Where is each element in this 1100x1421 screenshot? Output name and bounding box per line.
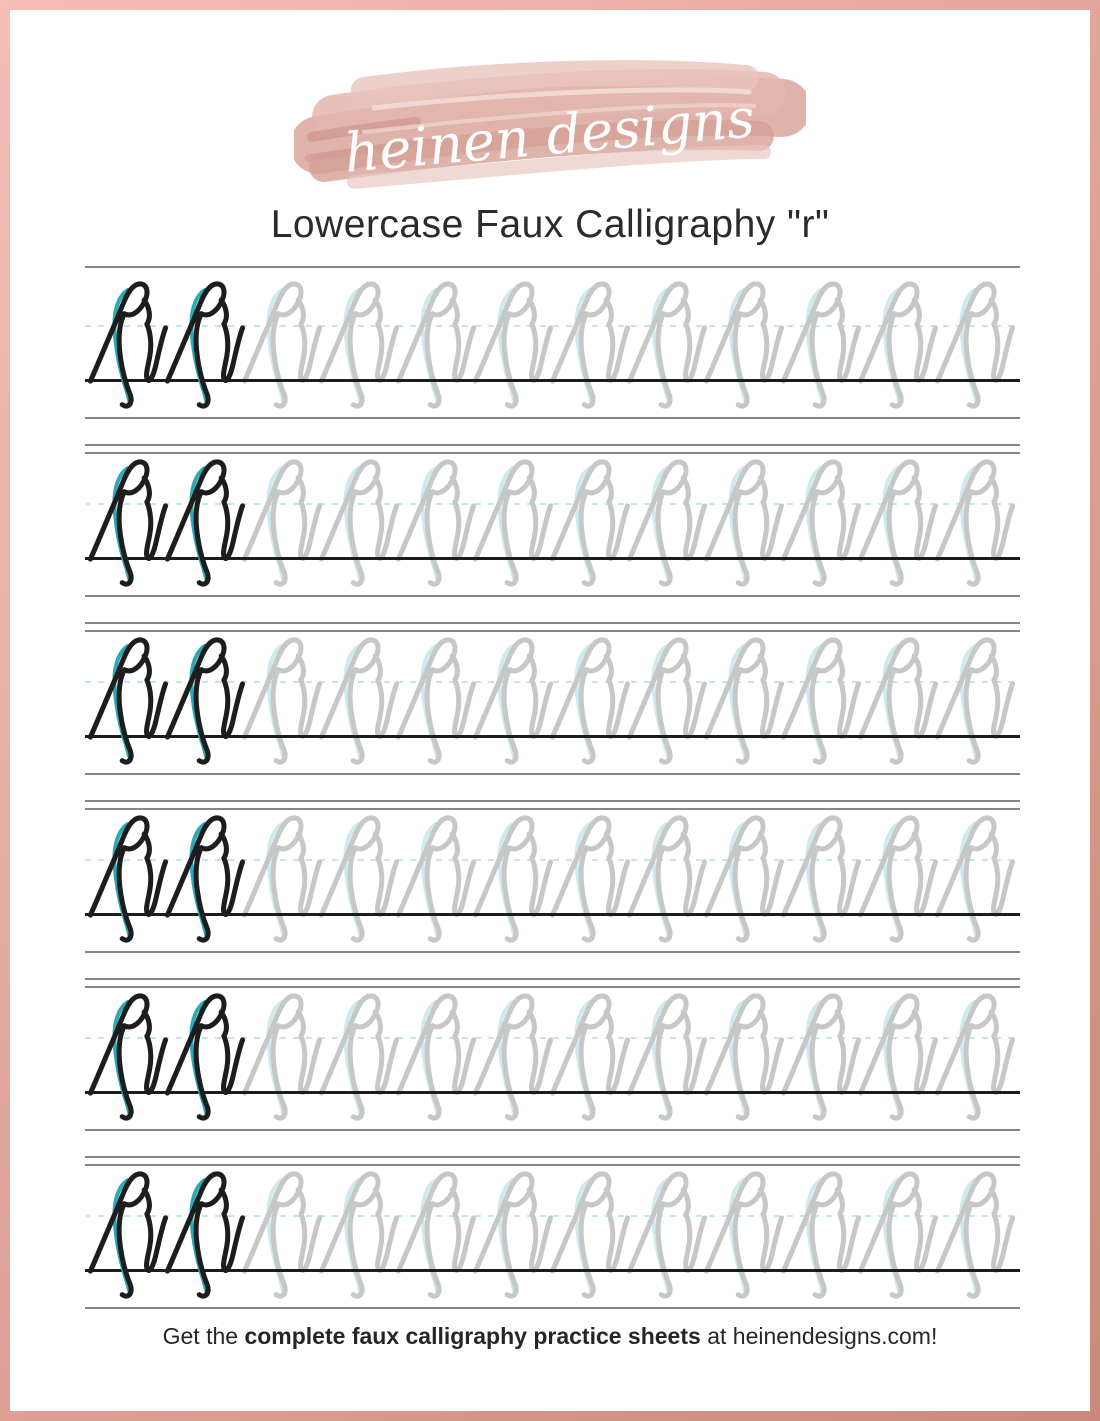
practice-row: [85, 266, 1020, 419]
practice-sheet: [85, 266, 1020, 1309]
trace-letter-r: [934, 1168, 1022, 1304]
trace-letter-r: [934, 990, 1022, 1126]
row-top-guide-line: [85, 444, 1020, 454]
trace-letter-r: [549, 278, 637, 414]
row-letters: [87, 456, 1011, 592]
example-letter-r: [87, 812, 175, 948]
row-letters: [87, 812, 1011, 948]
trace-letter-r: [626, 634, 714, 770]
practice-row: [85, 622, 1020, 775]
row-top-guide-line: [85, 622, 1020, 632]
trace-letter-r: [934, 278, 1022, 414]
trace-letter-r: [857, 1168, 945, 1304]
trace-letter-r: [857, 456, 945, 592]
trace-letter-r: [549, 812, 637, 948]
trace-letter-r: [780, 1168, 868, 1304]
row-letters: [87, 278, 1011, 414]
trace-letter-r: [626, 812, 714, 948]
example-letter-r: [87, 456, 175, 592]
trace-letter-r: [703, 1168, 791, 1304]
trace-letter-r: [318, 634, 406, 770]
row-top-guide-line: [85, 266, 1020, 268]
trace-letter-r: [626, 990, 714, 1126]
trace-letter-r: [241, 634, 329, 770]
row-bottom-guide-line: [85, 1129, 1020, 1131]
trace-letter-r: [395, 634, 483, 770]
trace-letter-r: [472, 812, 560, 948]
trace-letter-r: [857, 812, 945, 948]
page-title: Lowercase Faux Calligraphy "r": [270, 203, 830, 246]
trace-letter-r: [780, 456, 868, 592]
logo-text: heinen designs: [341, 86, 758, 185]
trace-letter-r: [626, 456, 714, 592]
example-letter-r: [164, 812, 252, 948]
trace-letter-r: [395, 990, 483, 1126]
trace-letter-r: [626, 278, 714, 414]
trace-letter-r: [703, 812, 791, 948]
row-top-guide-line: [85, 978, 1020, 988]
example-letter-r: [164, 456, 252, 592]
row-top-guide-line: [85, 1156, 1020, 1166]
footer-prefix: Get the: [162, 1323, 245, 1349]
practice-row: [85, 978, 1020, 1131]
trace-letter-r: [472, 456, 560, 592]
row-letters: [87, 1168, 1011, 1304]
example-letter-r: [164, 1168, 252, 1304]
row-top-guide-line: [85, 800, 1020, 810]
trace-letter-r: [780, 634, 868, 770]
example-letter-r: [87, 1168, 175, 1304]
example-letter-r: [164, 278, 252, 414]
trace-letter-r: [395, 278, 483, 414]
trace-letter-r: [395, 812, 483, 948]
trace-letter-r: [934, 634, 1022, 770]
worksheet-page: [10, 10, 1090, 1411]
trace-letter-r: [241, 990, 329, 1126]
trace-letter-r: [472, 634, 560, 770]
trace-letter-r: [241, 1168, 329, 1304]
trace-letter-r: [472, 990, 560, 1126]
trace-letter-r: [703, 634, 791, 770]
trace-letter-r: [857, 278, 945, 414]
trace-letter-r: [703, 278, 791, 414]
trace-letter-r: [241, 456, 329, 592]
trace-letter-r: [318, 990, 406, 1126]
row-bottom-guide-line: [85, 1307, 1020, 1309]
trace-letter-r: [472, 1168, 560, 1304]
example-letter-r: [87, 278, 175, 414]
example-letter-r: [87, 634, 175, 770]
trace-letter-r: [395, 1168, 483, 1304]
practice-row: [85, 800, 1020, 953]
footer-text: [10, 1323, 1090, 1350]
brand-logo: [294, 42, 806, 194]
example-letter-r: [164, 634, 252, 770]
trace-letter-r: [780, 278, 868, 414]
trace-letter-r: [472, 278, 560, 414]
row-bottom-guide-line: [85, 951, 1020, 953]
trace-letter-r: [934, 812, 1022, 948]
trace-letter-r: [703, 456, 791, 592]
trace-letter-r: [780, 990, 868, 1126]
row-letters: [87, 634, 1011, 770]
footer-suffix: at heinendesigns.com!: [700, 1323, 938, 1349]
trace-letter-r: [780, 812, 868, 948]
trace-letter-r: [703, 990, 791, 1126]
row-letters: [87, 990, 1011, 1126]
row-bottom-guide-line: [85, 595, 1020, 597]
row-bottom-guide-line: [85, 417, 1020, 419]
trace-letter-r: [626, 1168, 714, 1304]
trace-letter-r: [549, 1168, 637, 1304]
trace-letter-r: [318, 1168, 406, 1304]
trace-letter-r: [549, 634, 637, 770]
trace-letter-r: [857, 634, 945, 770]
row-bottom-guide-line: [85, 773, 1020, 775]
trace-letter-r: [934, 456, 1022, 592]
trace-letter-r: [395, 456, 483, 592]
example-letter-r: [164, 990, 252, 1126]
practice-row: [85, 444, 1020, 597]
practice-row: [85, 1156, 1020, 1309]
trace-letter-r: [318, 278, 406, 414]
trace-letter-r: [318, 812, 406, 948]
trace-letter-r: [241, 812, 329, 948]
brush-stroke-logo: [294, 42, 806, 194]
trace-letter-r: [549, 456, 637, 592]
trace-letter-r: [241, 278, 329, 414]
example-letter-r: [87, 990, 175, 1126]
trace-letter-r: [549, 990, 637, 1126]
trace-letter-r: [318, 456, 406, 592]
trace-letter-r: [857, 990, 945, 1126]
footer-bold: complete faux calligraphy practice sheets: [244, 1323, 701, 1349]
